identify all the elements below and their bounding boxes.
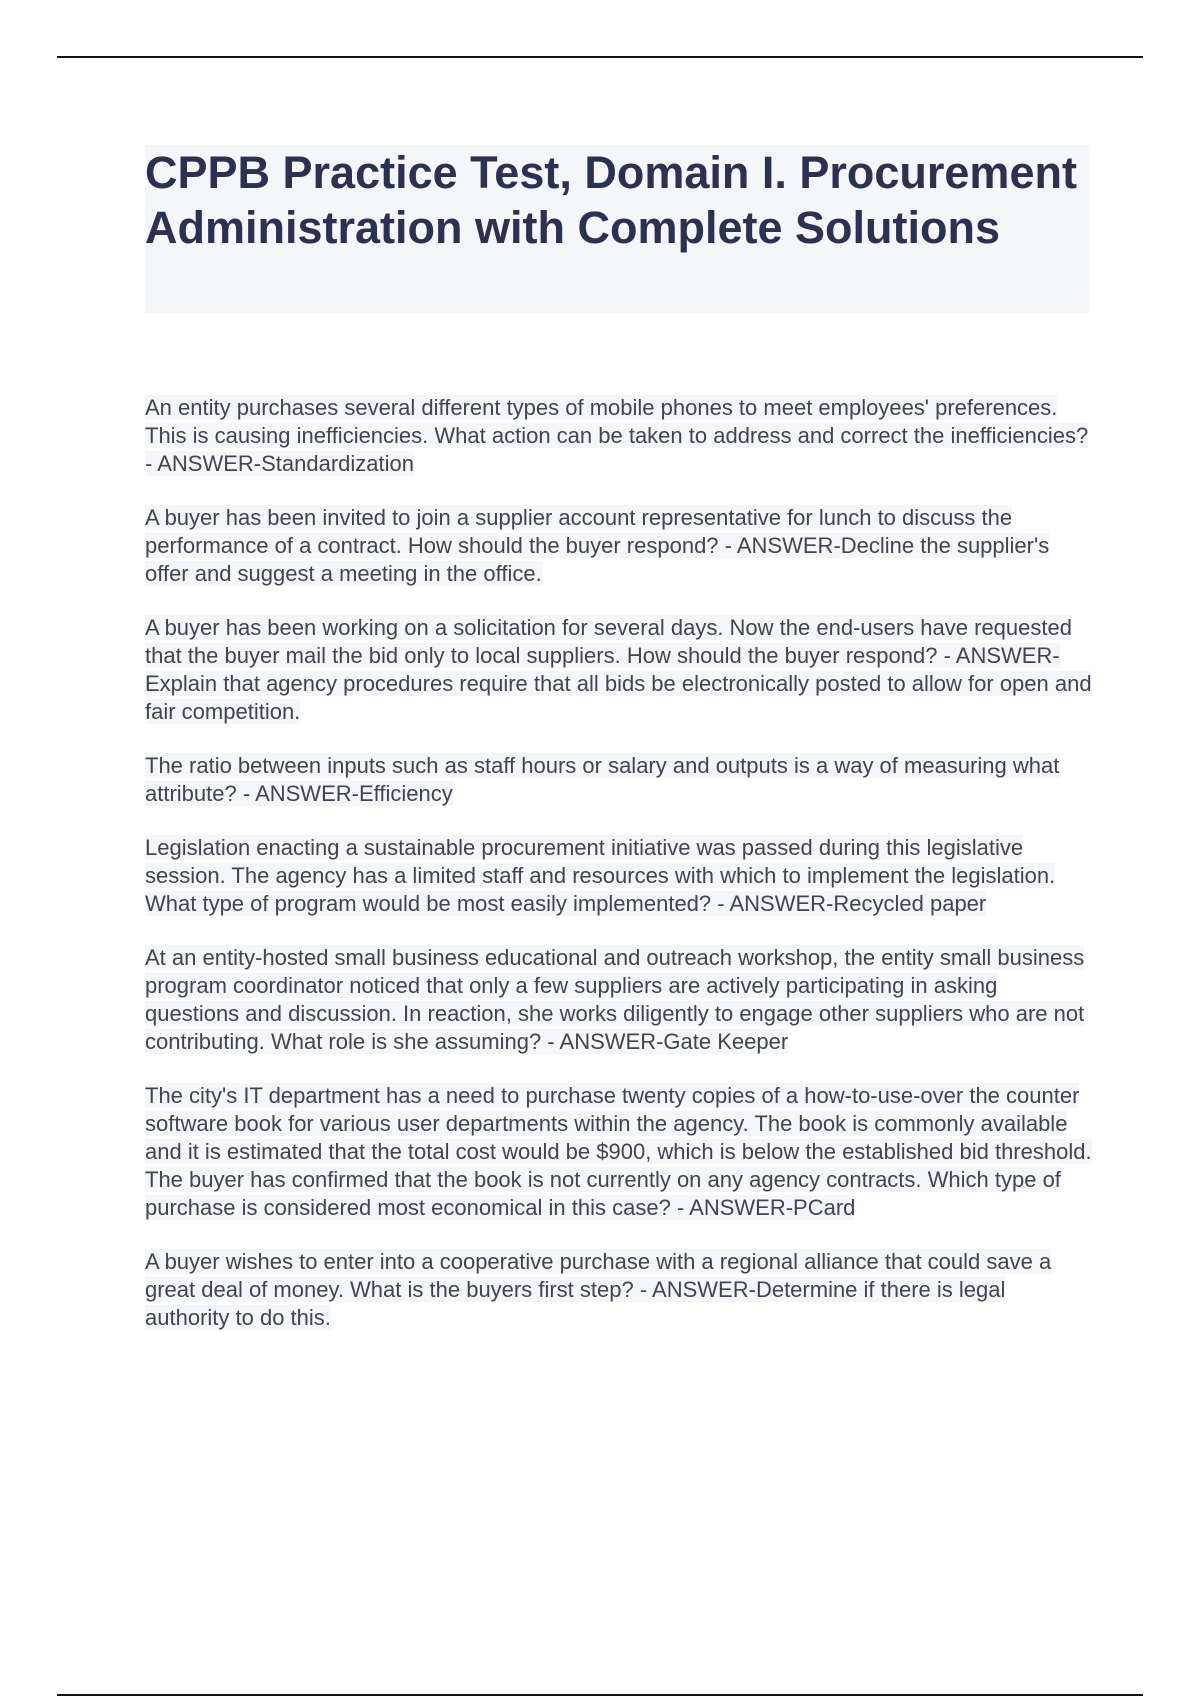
qa-item xyxy=(145,944,1095,1056)
qa-item-text: A buyer wishes to enter into a cooperative purchase with a regional alliance that could save a great deal of money. What is the buyers first step? - ANSWER-Determine if there is legal authority to do this. xyxy=(145,1249,1052,1330)
qa-item xyxy=(145,834,1095,918)
qa-item xyxy=(145,614,1095,726)
qa-item-text: A buyer has been invited to join a supplier account representative for lunch to discuss the performance of a contract. How should the buyer respond? - ANSWER-Decline the supplier's offer and suggest a meeting in the office. xyxy=(145,505,1050,586)
qa-item-text: Legislation enacting a sustainable procurement initiative was passed during this legislative session. The agency has a limited staff and resources with which to implement the legislation. What type of program would be most easily implemented? - ANSWER-Recycled paper xyxy=(145,835,1056,916)
top-divider xyxy=(57,56,1143,58)
qa-item xyxy=(145,752,1095,808)
page-title: CPPB Practice Test, Domain I. Procurement Administration with Complete Solutions xyxy=(145,147,1077,253)
qa-item xyxy=(145,1248,1095,1332)
qa-item xyxy=(145,504,1095,588)
qa-item xyxy=(145,394,1095,478)
title-block xyxy=(145,145,1089,313)
qa-item-text: The city's IT department has a need to purchase twenty copies of a how-to-use-over the counter software book for various user departments within the agency. The book is commonly available and it is estimated that the total cost would be $900, which is below the established bid threshold. The buyer has confirmed that the book is not currently on any agency contracts. Which type of purchase is considered most economical in this case? - ANSWER-PCard xyxy=(145,1083,1092,1220)
qa-item-text: A buyer has been working on a solicitation for several days. Now the end-users have requested that the buyer mail the bid only to local suppliers. How should the buyer respond? - ANSWER-Explain that agency procedures require that all bids be electronically posted to allow for open and fair competition. xyxy=(145,615,1092,724)
qa-item-text: An entity purchases several different types of mobile phones to meet employees' preferences. This is causing inefficiencies. What action can be taken to address and correct the inefficiencies? - ANSWER-Standardization xyxy=(145,395,1089,476)
qa-item-text: The ratio between inputs such as staff hours or salary and outputs is a way of measuring what attribute? - ANSWER-Efficiency xyxy=(145,753,1060,806)
qa-item xyxy=(145,1082,1095,1222)
qa-list xyxy=(145,394,1095,1358)
bottom-divider xyxy=(57,1694,1143,1696)
qa-item-text: At an entity-hosted small business educational and outreach workshop, the entity small business program coordinator noticed that only a few suppliers are actively participating in asking questions and discussion. In reaction, she works diligently to engage other suppliers who are not contributing. What role is she assuming? - ANSWER-Gate Keeper xyxy=(145,945,1085,1054)
